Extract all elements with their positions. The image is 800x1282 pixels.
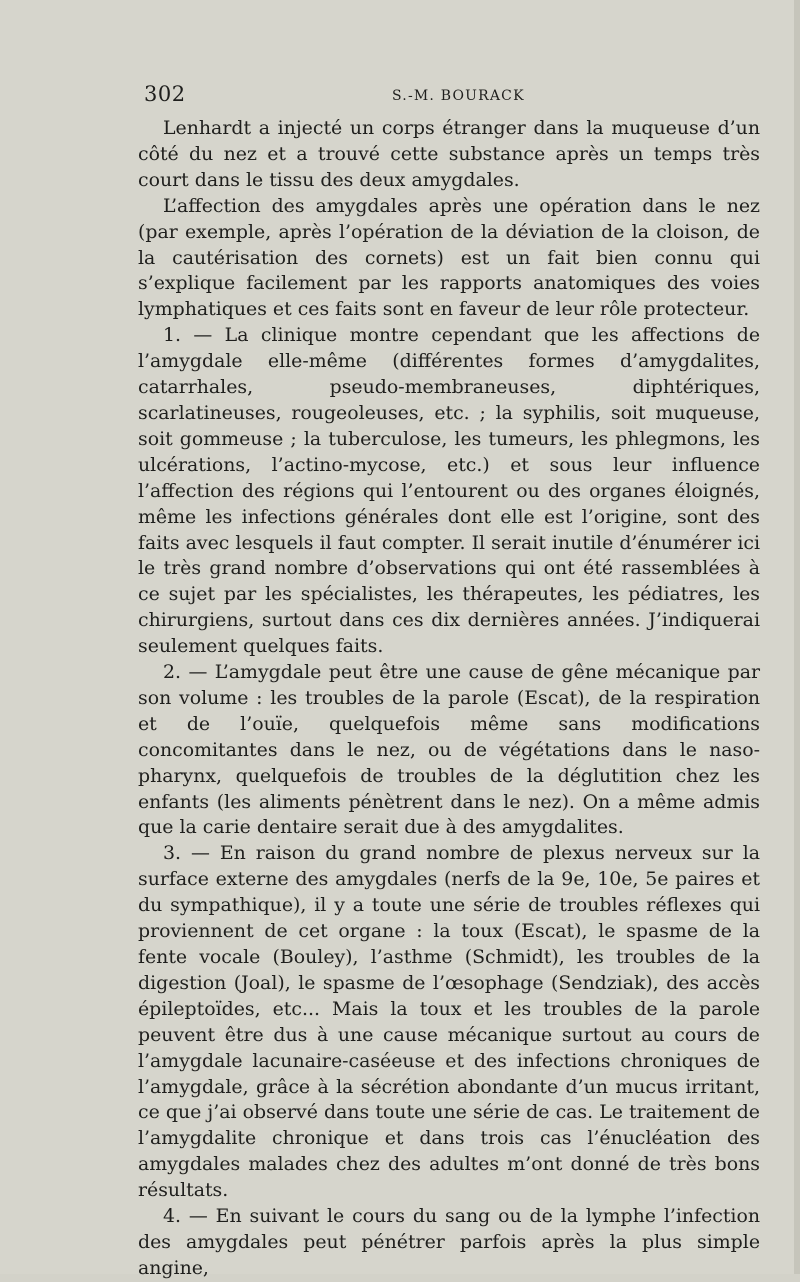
page-edge xyxy=(794,0,800,1274)
page-number: 302 xyxy=(144,82,186,106)
paragraph: 1. — La clinique montre cependant que les affections de l’amygdale elle-même (différentes formes d’amygdalites, catarrhales, pseudo-membraneuses, diphtériques, scarlatineuses, rougeoleuses, etc. ; la syphilis, soit muqueuse, soit gommeuse ; la tuberculose, les tumeurs, les phlegmons, les ulcérations, l’actino-mycose, etc.) et sous leur influence l’affection des régions qui l’entourent ou des organes éloignés, même les infections générales dont elle est l’origine, sont des faits avec lesquels il faut compter. Il serait inutile d’énumérer ici le très grand nombre d’observations qui ont été rassemblées à ce sujet par les spécialistes, les thérapeutes, les pédiatres, les chirurgiens, surtout dans ces dix dernières années. J’indiquerai seulement quelques faits. xyxy=(138,324,760,658)
paragraph: 2. — L’amygdale peut être une cause de gêne mécanique par son volume : les troubles de la parole (Escat), de la respiration et de l’ouïe, quelquefois même sans modifications concomitantes dans le nez, ou de végétations dans le naso-pharynx, quelquefois de troubles de la déglutition chez les enfants (les aliments pénètrent dans le nez). On a même admis que la carie dentaire serait due à des amygdalites. xyxy=(138,661,760,839)
page-header xyxy=(142,82,782,112)
paragraph: 4. — En suivant le cours du sang ou de la lymphe l’infection des amygdales peut pénétrer parfois après la plus simple angine, xyxy=(138,1205,760,1279)
running-head: S.-M. BOURACK xyxy=(392,88,525,104)
paragraph: L’affection des amygdales après une opération dans le nez (par exemple, après l’opération de la déviation de la cloison, de la cautérisation des cornets) est un fait bien connu qui s’explique facilement par les rapports anatomiques des voies lymphatiques et ces faits sont en faveur de leur rôle protecteur. xyxy=(138,194,760,321)
paragraph: 3. — En raison du grand nombre de plexus nerveux sur la surface externe des amygdales (nerfs de la 9e, 10e, 5e paires et du sympathique), il y a toute une série de troubles réflexes qui proviennent de cet organe : la toux (Escat), le spasme de la fente vocale (Bouley), l’asthme (Schmidt), les troubles de la digestion (Joal), le spasme de l’œsophage (Sendziak), des accès épileptoïdes, etc... Mais la toux et les troubles de la parole peuvent être dus à une cause mécanique surtout au cours de l’amygdale lacunaire-caséeuse et des infections chroniques de l’amygdale, grâce à la sécrétion abondante d’un mucus irritant, ce que j’ai observé dans toute une série de cas. Le traitement de l’amygdalite chronique et dans trois cas l’énucléation des amygdales malades chez des adultes m’ont donné de très bons résultats. xyxy=(138,842,760,1202)
paragraph: Lenhardt a injecté un corps étranger dans la muqueuse d’un côté du nez et a trouvé cette substance après un temps très court dans le tissu des deux amygdales. xyxy=(138,117,760,191)
body-text xyxy=(138,116,760,1282)
